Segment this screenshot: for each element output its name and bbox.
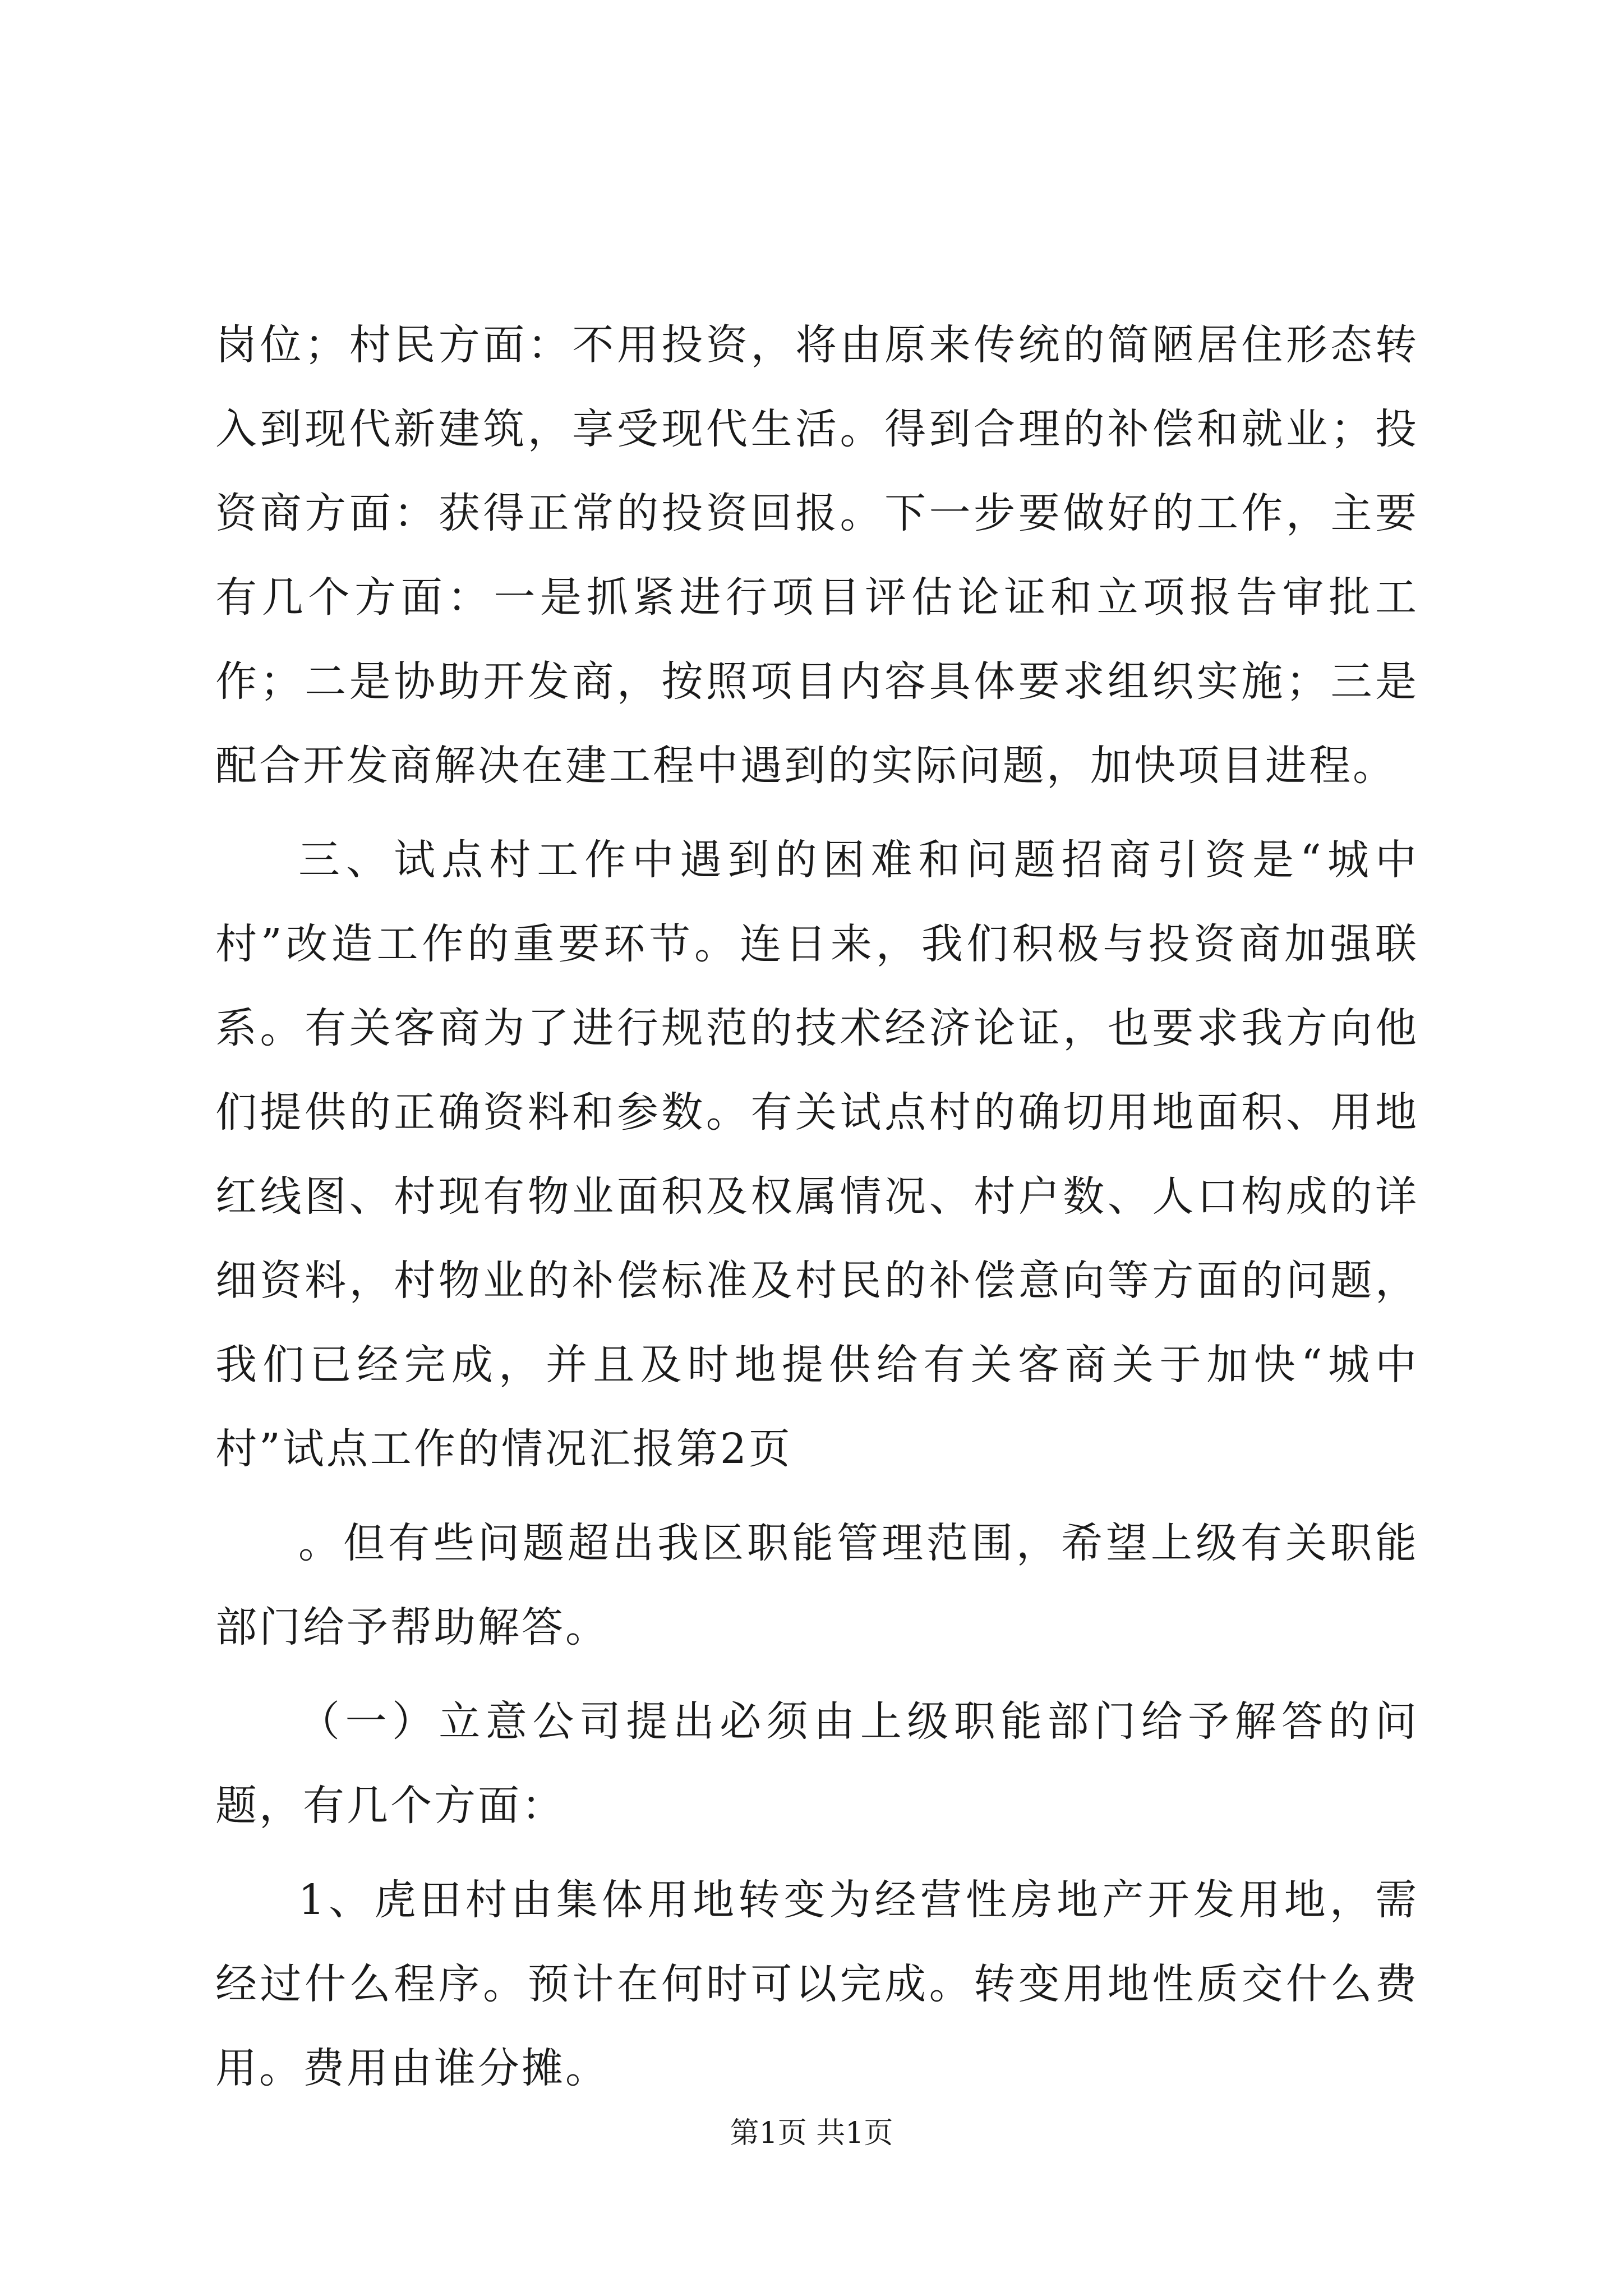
paragraph-5: 1、虎田村由集体用地转变为经营性房地产开发用地，需经过什么程序。预计在何时可以完成。转变用地性质交什么费用。费用由谁分摊。	[215, 1876, 1419, 2092]
paragraph-4: （一）立意公司提出必须由上级职能部门给予解答的问题，有几个方面：	[215, 1697, 1419, 1830]
document-body	[215, 303, 1419, 2120]
paragraph-2: 三、试点村工作中遇到的困难和问题招商引资是“城中村”改造工作的重要环节。连日来，我们积极与投资商加强联系。有关客商为了进行规范的技术经济论证，也要求我方向他们提供的正确资料和参数。有关试点村的确切用地面积、用地红线图、村现有物业面积及权属情况、村户数、人口构成的详细资料，村物业的补偿标准及村民的补偿意向等方面的问题，我们已经完成，并且及时地提供给有关客商关于加快“城中村”试点工作的情况汇报第2页	[215, 836, 1419, 1473]
paragraph-1: 岗位；村民方面：不用投资，将由原来传统的简陋居住形态转入到现代新建筑，享受现代生活。得到合理的补偿和就业；投资商方面：获得正常的投资回报。下一步要做好的工作，主要有几个方面：一是抓紧进行项目评估论证和立项报告审批工作；二是协助开发商，按照项目内容具体要求组织实施；三是配合开发商解决在建工程中遇到的实际问题，加快项目进程。	[215, 321, 1419, 790]
page-footer: 第1页 共1页	[730, 2116, 893, 2150]
paragraph-3: 。但有些问题超出我区职能管理范围，希望上级有关职能部门给予帮助解答。	[215, 1519, 1419, 1651]
